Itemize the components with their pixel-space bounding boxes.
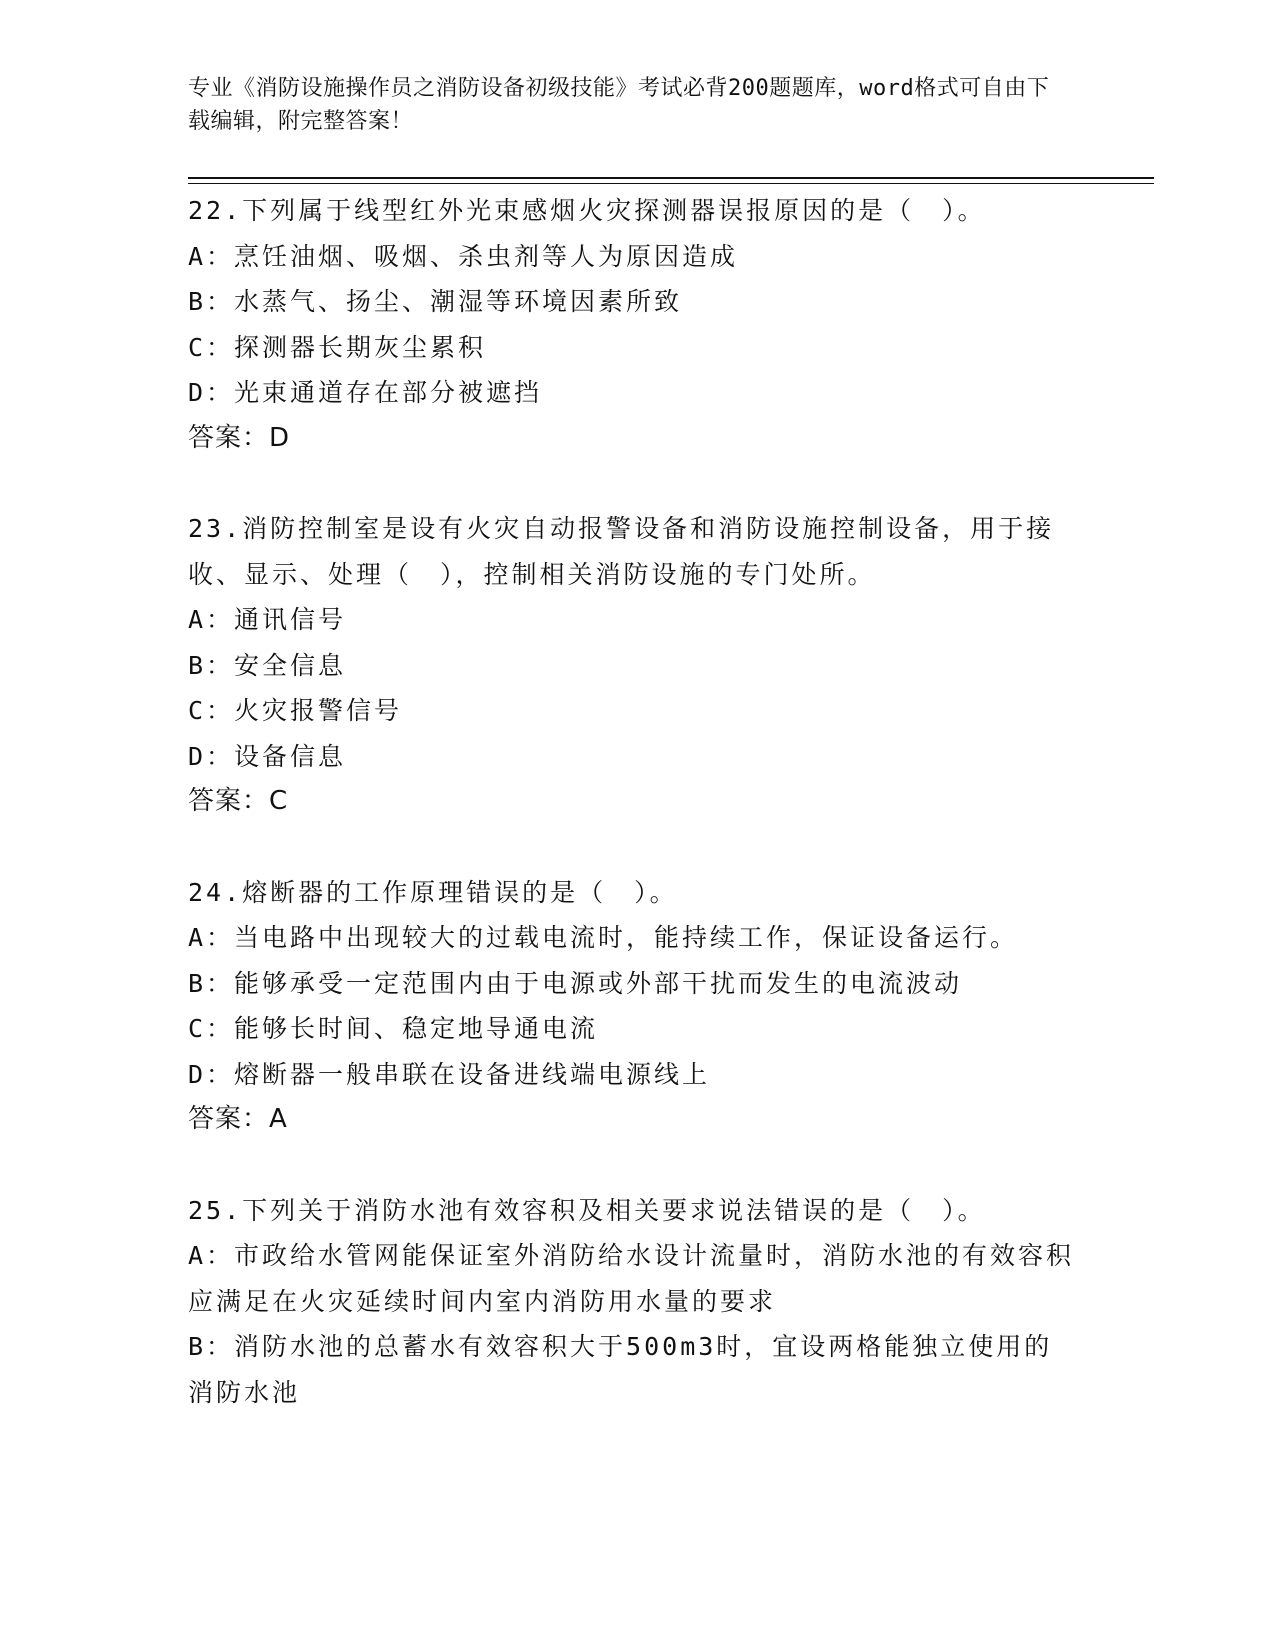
question-25 [188,1188,1078,1416]
option-b: B：水蒸气、扬尘、潮湿等环境因素所致 [188,287,683,316]
question-list [188,188,1078,1415]
option-b: B：能够承受一定范围内由于电源或外部干扰而发生的电流波动 [188,968,963,998]
answer: 答案：C [188,786,289,816]
question-stem: 25.下列关于消防水池有效容积及相关要求说法错误的是（ ）。 [188,1195,986,1225]
option-d: D：设备信息 [188,741,347,771]
option-a: A：当电路中出现较大的过载电流时，能持续工作，保证设备运行。 [188,923,1019,952]
option-b: B：安全信息 [188,650,347,680]
header-divider-thin [188,183,1154,184]
option-c: C：火灾报警信号 [188,696,403,725]
answer: 答案：A [188,1104,288,1134]
question-22 [188,188,1078,461]
header-title: 专业《消防设施操作员之消防设备初级技能》考试必背200题题库，word格式可自由下载编辑，附完整答案！ [188,76,1050,134]
option-a: A：市政给水管网能保证室外消防给水设计流量时，消防水池的有效容积应满足在火灾延续时间内室内消防用水量的要求 [188,1241,1075,1316]
question-stem: 22.下列属于线型红外光束感烟火灾探测器误报原因的是（ ）。 [188,196,986,225]
option-d: D：熔断器一般串联在设备进线端电源线上 [188,1059,711,1089]
question-23 [188,506,1078,825]
question-stem: 23.消防控制室是设有火灾自动报警设备和消防设施控制设备，用于接收、显示、处理（ ），控制相关消防设施的专门处所。 [188,514,1055,589]
question-stem: 24.熔断器的工作原理错误的是（ ）。 [188,877,678,907]
answer: 答案：D [188,422,291,453]
option-a: A：烹饪油烟、吸烟、杀虫剂等人为原因造成 [188,241,739,271]
header-divider-thick [188,177,1154,179]
option-b: B：消防水池的总蓄水有效容积大于500m3时，宜设两格能独立使用的消防水池 [188,1332,1053,1407]
question-24 [188,870,1078,1143]
option-c: C：能够长时间、稳定地导通电流 [188,1014,599,1043]
option-a: A：通讯信号 [188,605,347,634]
option-d: D：光束通道存在部分被遮挡 [188,378,543,407]
document-header [188,72,1068,138]
option-c: C：探测器长期灰尘累积 [188,332,487,362]
